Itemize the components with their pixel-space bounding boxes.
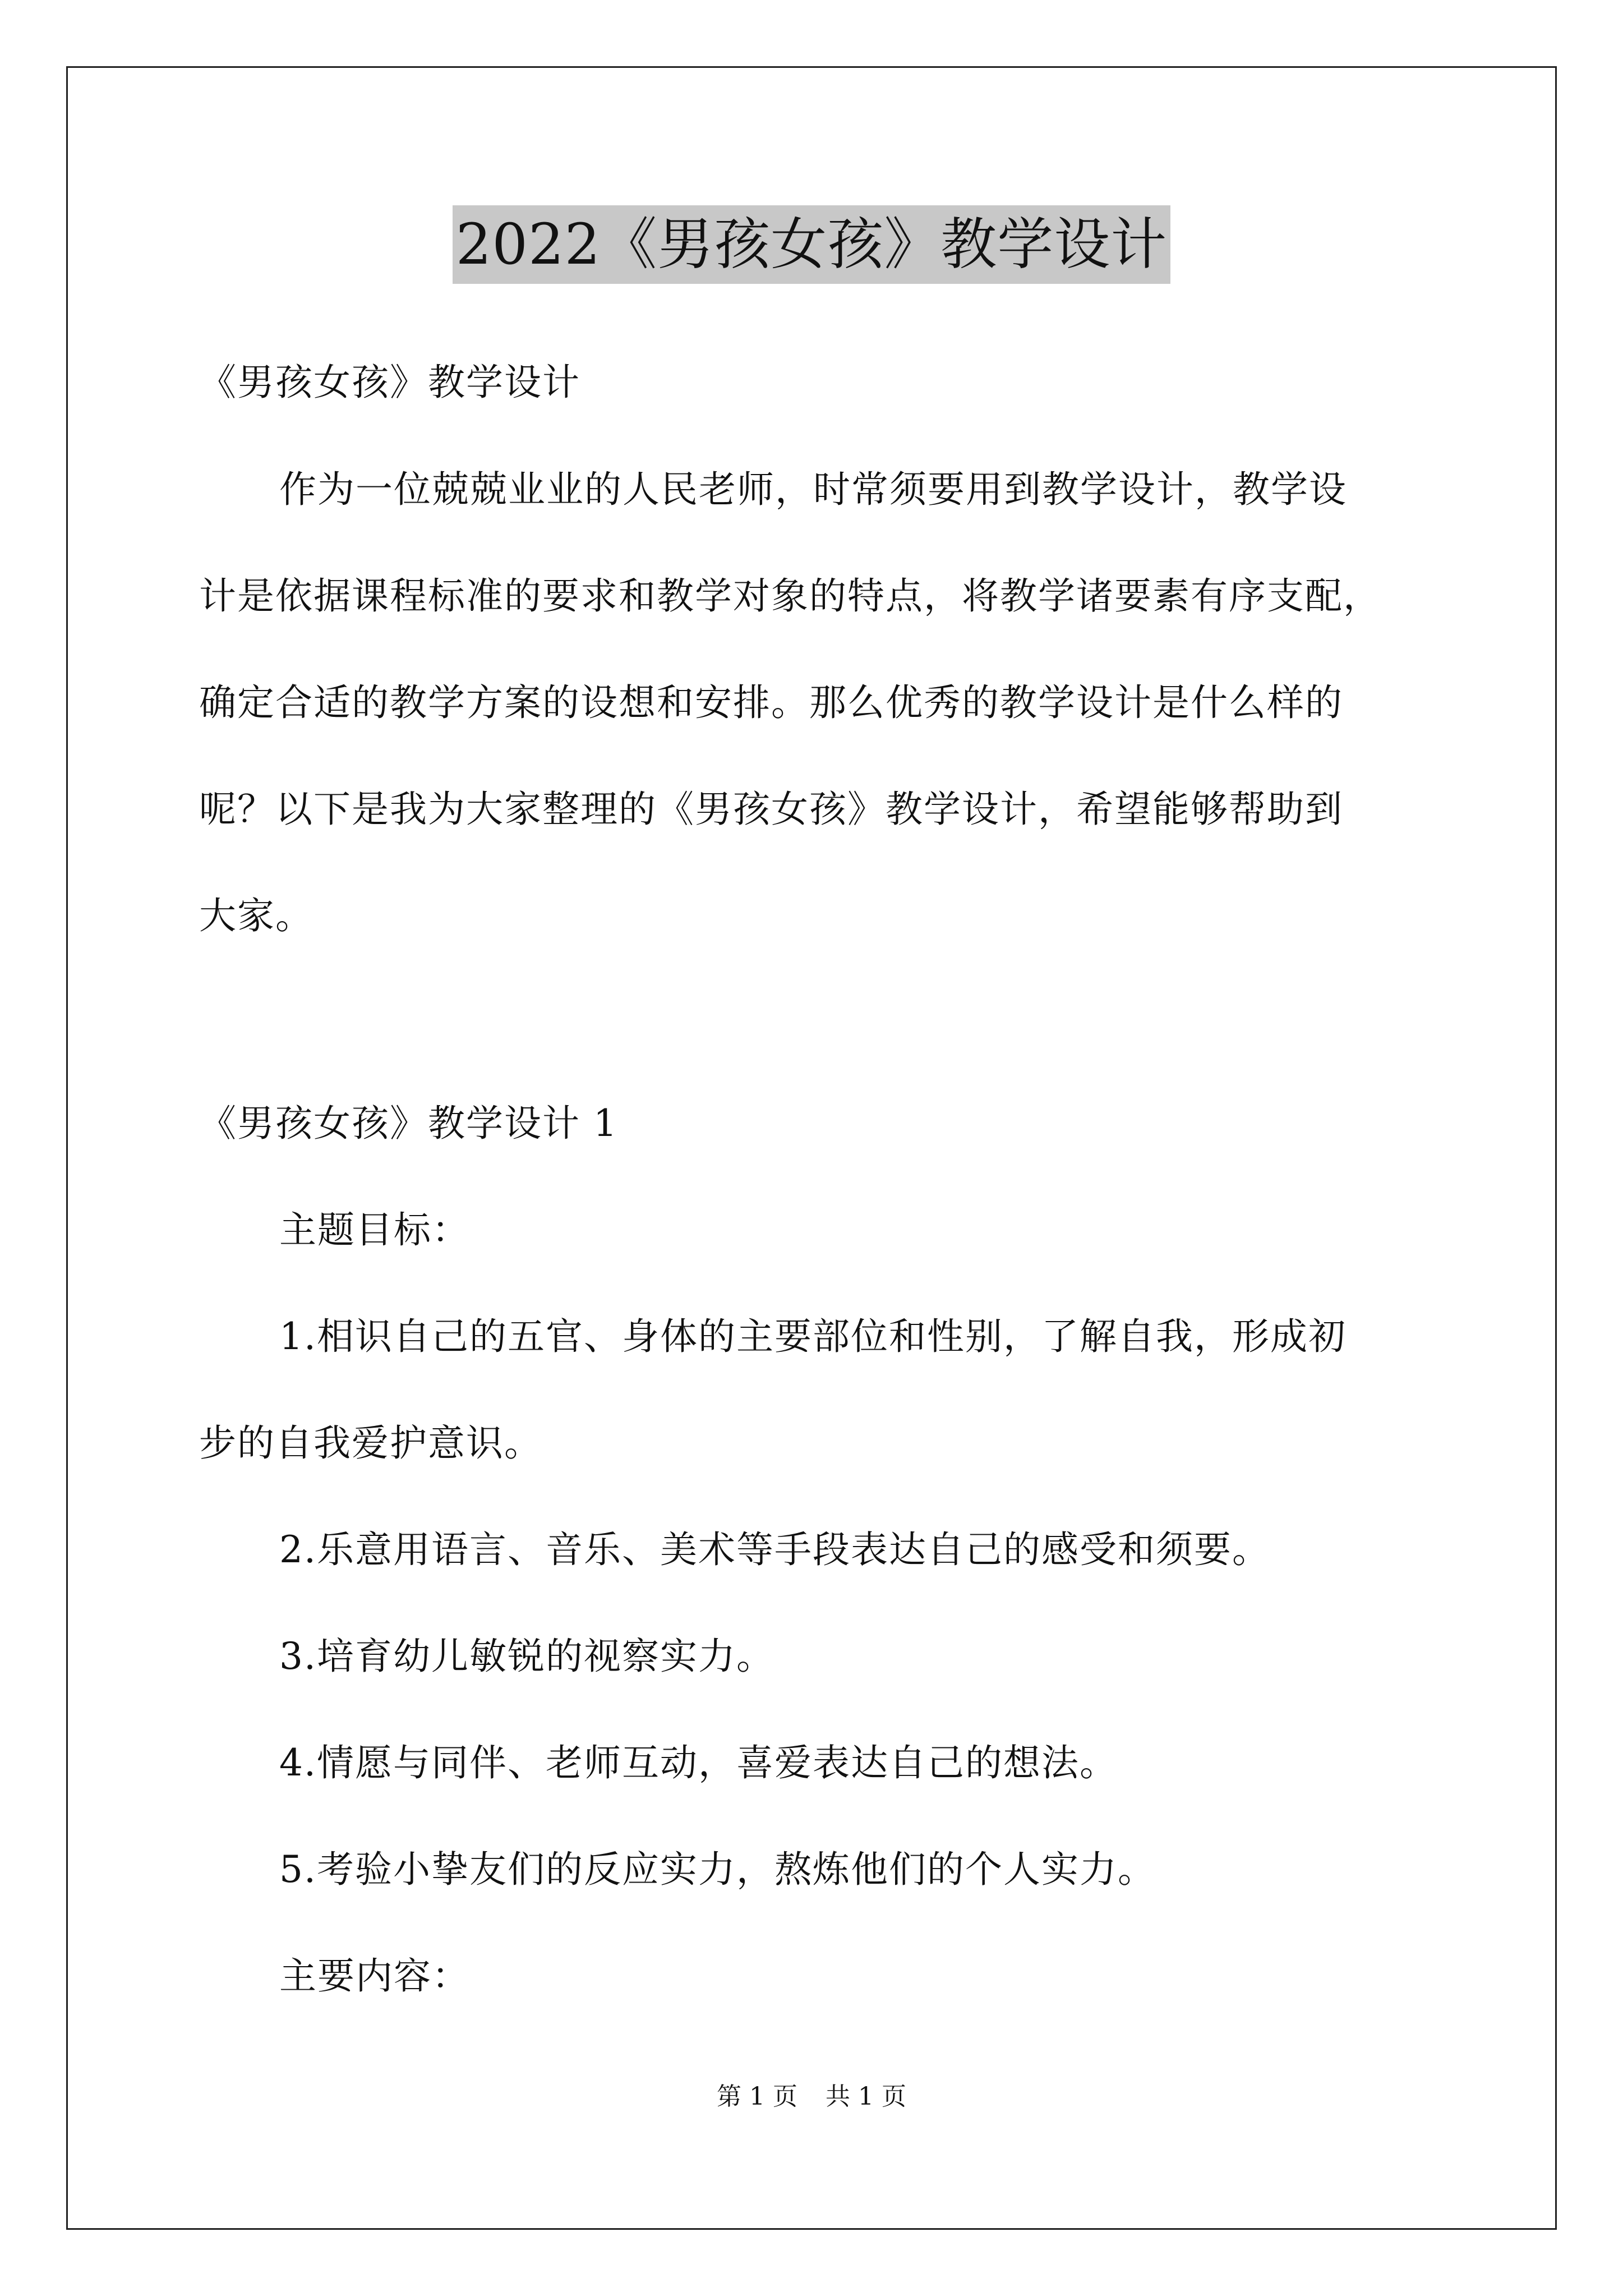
document-title: 2022《男孩女孩》教学设计 (453, 205, 1171, 284)
goal-1-line-2: 步的自我爱护意识。 (199, 1421, 542, 1465)
goals-label: 主题目标： (279, 1208, 470, 1251)
intro-line-5: 大家。 (199, 894, 313, 937)
goal-3: 3.培育幼儿敏锐的视察实力。 (279, 1635, 774, 1678)
section-heading: 《男孩女孩》教学设计 1 (199, 1102, 618, 1145)
document-heading: 《男孩女孩》教学设计 (199, 361, 580, 404)
page-total: 共 1 页 (826, 2082, 906, 2111)
goal-5: 5.考验小挚友们的反应实力，熬炼他们的个人实力。 (279, 1848, 1156, 1891)
intro-line-3: 确定合适的教学方案的设想和安排。那么优秀的教学设计是什么样的 (199, 681, 1343, 724)
content-label: 主要内容： (279, 1954, 470, 1998)
intro-line-2: 计是依据课程标准的要求和教学对象的特点，将教学诸要素有序支配， (199, 574, 1381, 618)
goal-2: 2.乐意用语言、音乐、美术等手段表达自己的感受和须要。 (279, 1528, 1270, 1571)
title-container (0, 205, 1623, 284)
page-number: 第 1 页 (717, 2082, 797, 2111)
intro-line-4: 呢？以下是我为大家整理的《男孩女孩》教学设计，希望能够帮助到 (199, 788, 1343, 831)
goal-1-line-1: 1.相识自己的五官、身体的主要部位和性别，了解自我，形成初 (279, 1315, 1347, 1358)
intro-line-1: 作为一位兢兢业业的人民老师，时常须要用到教学设计，教学设 (279, 468, 1347, 511)
goal-4: 4.情愿与同伴、老师互动，喜爱表达自己的想法。 (279, 1741, 1118, 1784)
page-footer (0, 2080, 1623, 2114)
